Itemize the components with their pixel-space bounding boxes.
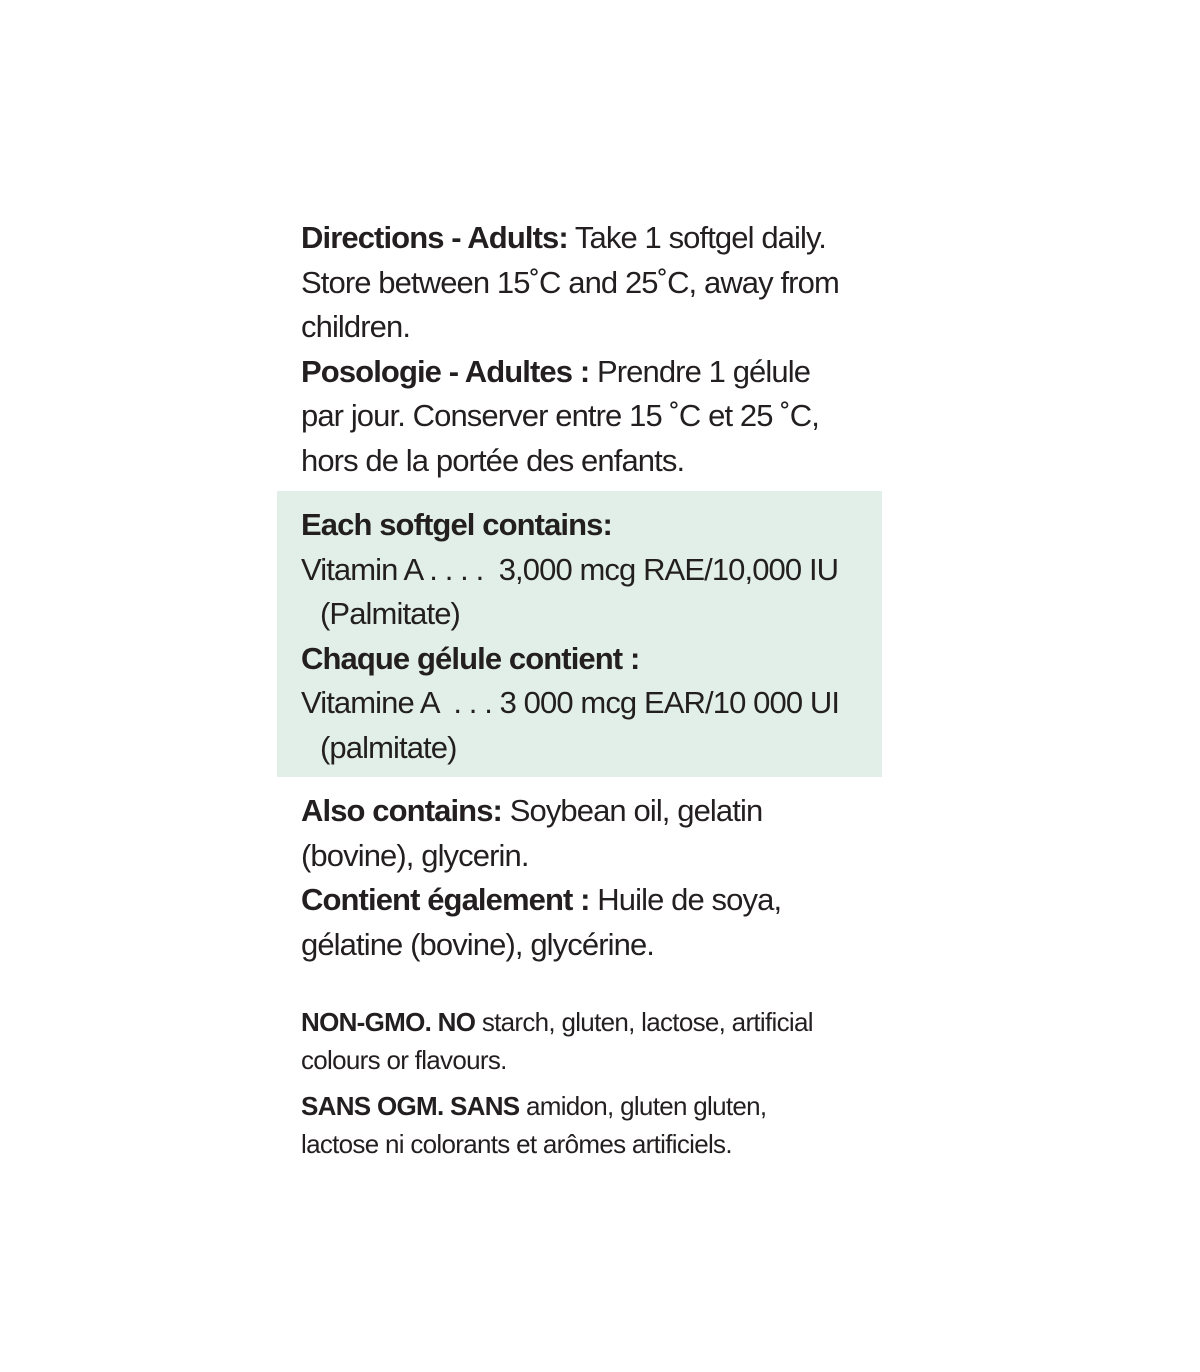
also-contains-en-label: Also contains: — [301, 793, 502, 828]
directions-fr — [301, 350, 901, 484]
also-contains-en-text: Soybean oil, gelatin — [501, 793, 763, 828]
also-contains-fr — [301, 878, 901, 967]
contents-fr-vitamin-line: Vitamine A . . . 3 000 mcg EAR/10 000 UI — [301, 685, 840, 720]
directions-en-text: children. — [301, 309, 411, 344]
directions-fr-text: par jour. Conserver entre 15 ˚C et 25 ˚C, — [301, 398, 819, 433]
directions-en — [301, 216, 901, 350]
non-gmo-fr-text: amidon, gluten gluten, — [519, 1091, 767, 1121]
non-gmo-en-text: starch, gluten, lactose, artificial — [475, 1007, 813, 1037]
directions-fr-text: Prendre 1 gélule — [589, 353, 811, 389]
non-gmo-fr-label: SANS OGM. SANS — [301, 1091, 520, 1121]
contents-en-form: (Palmitate) — [320, 596, 460, 631]
directions-section — [301, 216, 901, 483]
also-contains-section — [301, 789, 901, 967]
contents-en-vitamin-line: Vitamin A . . . . 3,000 mcg RAE/10,000 IU — [301, 551, 839, 587]
non-gmo-section — [301, 1003, 901, 1163]
also-contains-en-text: (bovine), glycerin. — [301, 837, 529, 873]
non-gmo-fr-text: lactose ni colorants et arômes artificiels. — [301, 1129, 732, 1159]
contents-fr-heading: Chaque gélule contient : — [301, 640, 640, 676]
contents-section — [301, 503, 901, 770]
non-gmo-fr — [301, 1087, 901, 1163]
directions-fr-label: Posologie - Adultes : — [301, 353, 590, 389]
non-gmo-en-label: NON-GMO. NO — [301, 1007, 476, 1037]
directions-en-text: Store between 15˚C and 25˚C, away from — [301, 264, 839, 300]
contents-en-heading: Each softgel contains: — [301, 507, 612, 542]
directions-en-label: Directions - Adults: — [301, 220, 568, 255]
also-contains-fr-text: gélatine (bovine), glycérine. — [301, 926, 654, 962]
directions-en-text: Take 1 softgel daily. — [567, 220, 826, 255]
also-contains-en — [301, 789, 901, 878]
directions-fr-text: hors de la portée des enfants. — [301, 442, 685, 478]
contents-fr-form: (palmitate) — [320, 729, 457, 765]
also-contains-fr-label: Contient également : — [301, 882, 590, 917]
non-gmo-en — [301, 1003, 901, 1079]
non-gmo-en-text: colours or flavours. — [301, 1045, 507, 1075]
also-contains-fr-text: Huile de soya, — [589, 882, 782, 917]
